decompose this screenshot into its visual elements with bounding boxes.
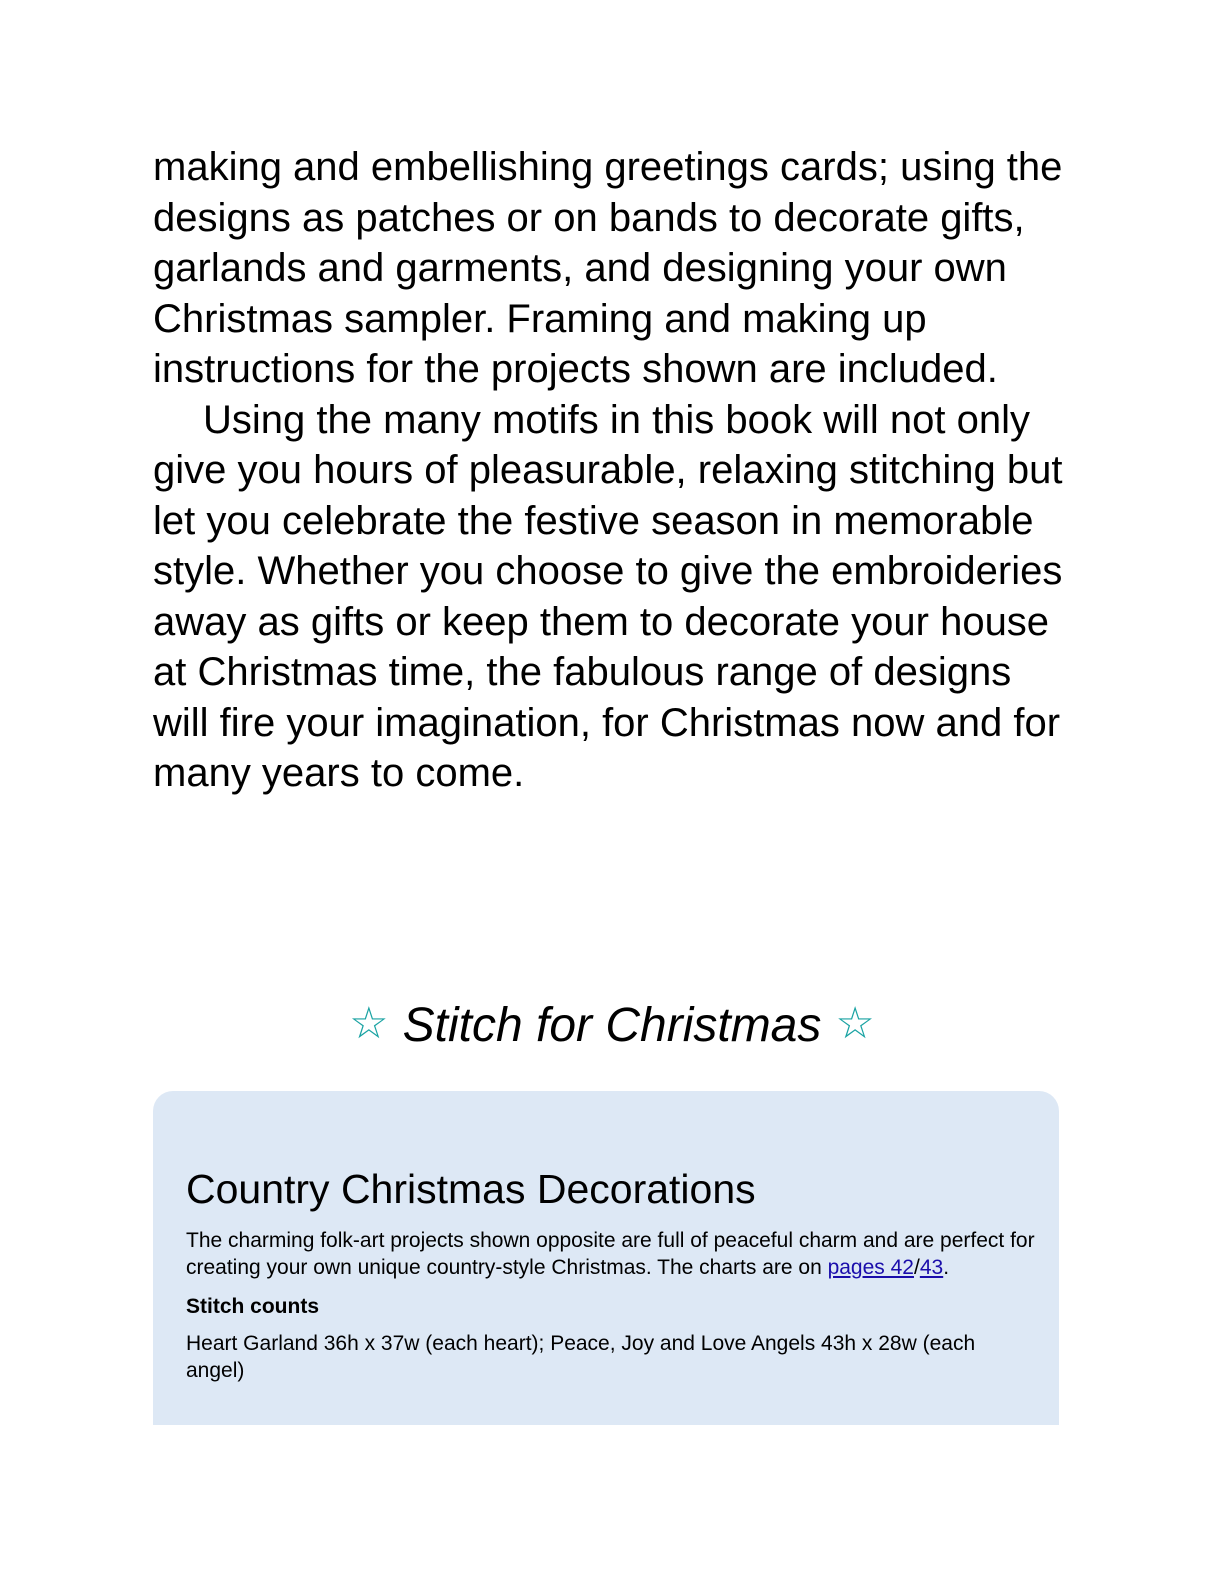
body-paragraph-2: Using the many motifs in this book will not only give you hours of pleasurable, relaxing stitching but let you celebrate the festive season in memorable style. Whether you choose to give the embroideries away as gifts or keep them to decorate your house at Christmas time, the fabulous range of designs will fire your imagination, for Christmas now and for many years to come. xyxy=(153,397,1063,795)
pages-link[interactable]: pages 42 xyxy=(827,1256,914,1279)
project-description xyxy=(186,1227,1036,1281)
stitch-counts-text: Heart Garland 36h x 37w (each heart); Peace, Joy and Love Angels 43h x 28w (each angel) xyxy=(186,1332,976,1382)
star-icon: ☆ xyxy=(349,999,389,1049)
link-separator: / xyxy=(914,1256,920,1279)
body-paragraph-1: making and embellishing greetings cards; using the designs as patches or on bands to decorate gifts, garlands and garments, and designing your own Christmas sampler. Framing and making up instructions for the projects shown are included. xyxy=(153,145,1063,391)
page-43-link[interactable]: 43 xyxy=(919,1256,944,1279)
project-title: Country Christmas Decorations xyxy=(186,1166,756,1212)
section-heading-text: Stitch for Christmas xyxy=(402,999,822,1052)
body-text-block xyxy=(153,142,1063,799)
stitch-counts-heading: Stitch counts xyxy=(186,1295,320,1318)
section-heading xyxy=(0,996,1224,1058)
project-description-text: The charming folk-art projects shown opposite are full of peaceful charm and are perfect for creating your own unique country-style Christmas. The charts are on xyxy=(186,1229,1035,1279)
description-end: . xyxy=(943,1256,950,1279)
project-info-box xyxy=(153,1091,1059,1425)
star-icon: ☆ xyxy=(835,999,875,1049)
